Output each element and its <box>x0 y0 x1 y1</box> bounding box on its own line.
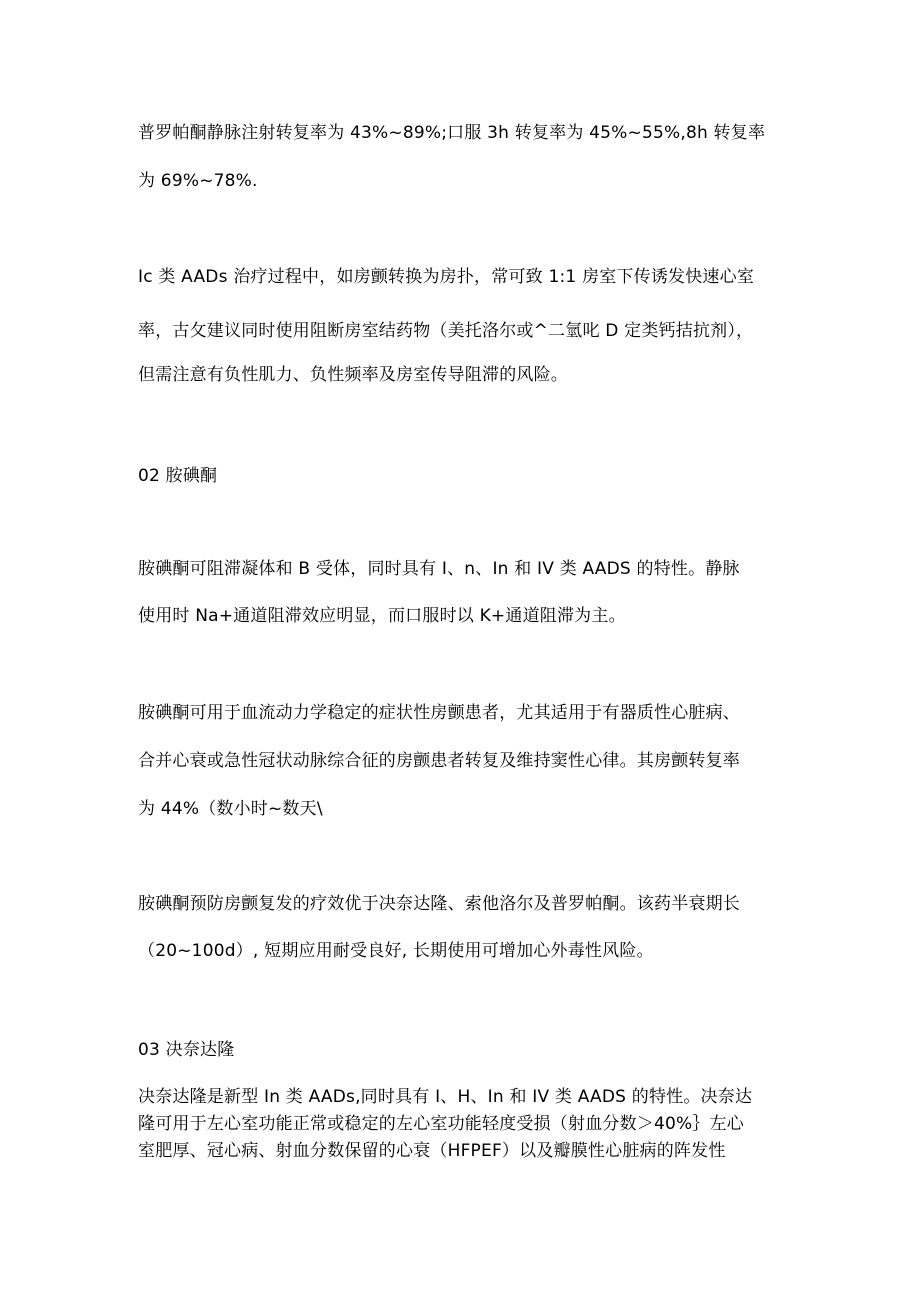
text-line: 胺碘酮预防房颤复发的疗效优于决奈达隆、索他洛尔及普罗帕酮。该药半衰期长 <box>138 894 740 914</box>
text-line: 合并心衰或急性冠状动脉综合征的房颤患者转复及维持窦性心律。其房颤转复率 <box>138 751 740 771</box>
text-line: 为 44%（数小时~数天\ <box>138 799 323 819</box>
text-line: 隆可用于左心室功能正常或稳定的左心室功能轻度受损（射血分数＞40%｝左心 <box>138 1114 744 1134</box>
text-line: 使用时 Na+通道阻滞效应明显，而口服时以 K+通道阻滞为主。 <box>138 606 626 626</box>
text-line: 为 69%~78%. <box>138 171 258 191</box>
text-line: （20~100d）, 短期应用耐受良好, 长期使用可增加心外毒性风险。 <box>138 941 654 961</box>
section-heading: 03 决奈达隆 <box>138 1040 235 1060</box>
text-line: 胺碘酮可阻滞凝体和 B 受体，同时具有 I、n、In 和 IV 类 AADS 的特性。静脉 <box>138 559 740 579</box>
text-line: 决奈达隆是新型 In 类 AADs,同时具有 I、H、In 和 IV 类 AADS 的特性。决奈达 <box>138 1087 753 1107</box>
section-heading: 02 胺碘酮 <box>138 466 218 486</box>
text-line: Ic 类 AADs 治疗过程中，如房颤转换为房扑，常可致 1:1 房室下传诱发快速心室 <box>138 267 755 287</box>
text-line: 普罗帕酮静脉注射转复率为 43%~89%;口服 3h 转复率为 45%~55%,8h 转复率 <box>138 123 766 143</box>
text-line: 胺碘酮可用于血流动力学稳定的症状性房颤患者，尤其适用于有器质性心脏病、 <box>138 703 740 723</box>
text-line: 率，古攵建议同时使用阻断房室结药物（美托洛尔或^二氫叱 D 定类钙拮抗剂）， <box>138 321 754 341</box>
text-line: 但需注意有负性肌力、负性频率及房室传导阻滞的风险。 <box>138 365 568 385</box>
text-line: 室肥厚、冠心病、射血分数保留的心衰（HFPEF）以及瓣膜性心脏病的阵发性 <box>138 1141 726 1161</box>
